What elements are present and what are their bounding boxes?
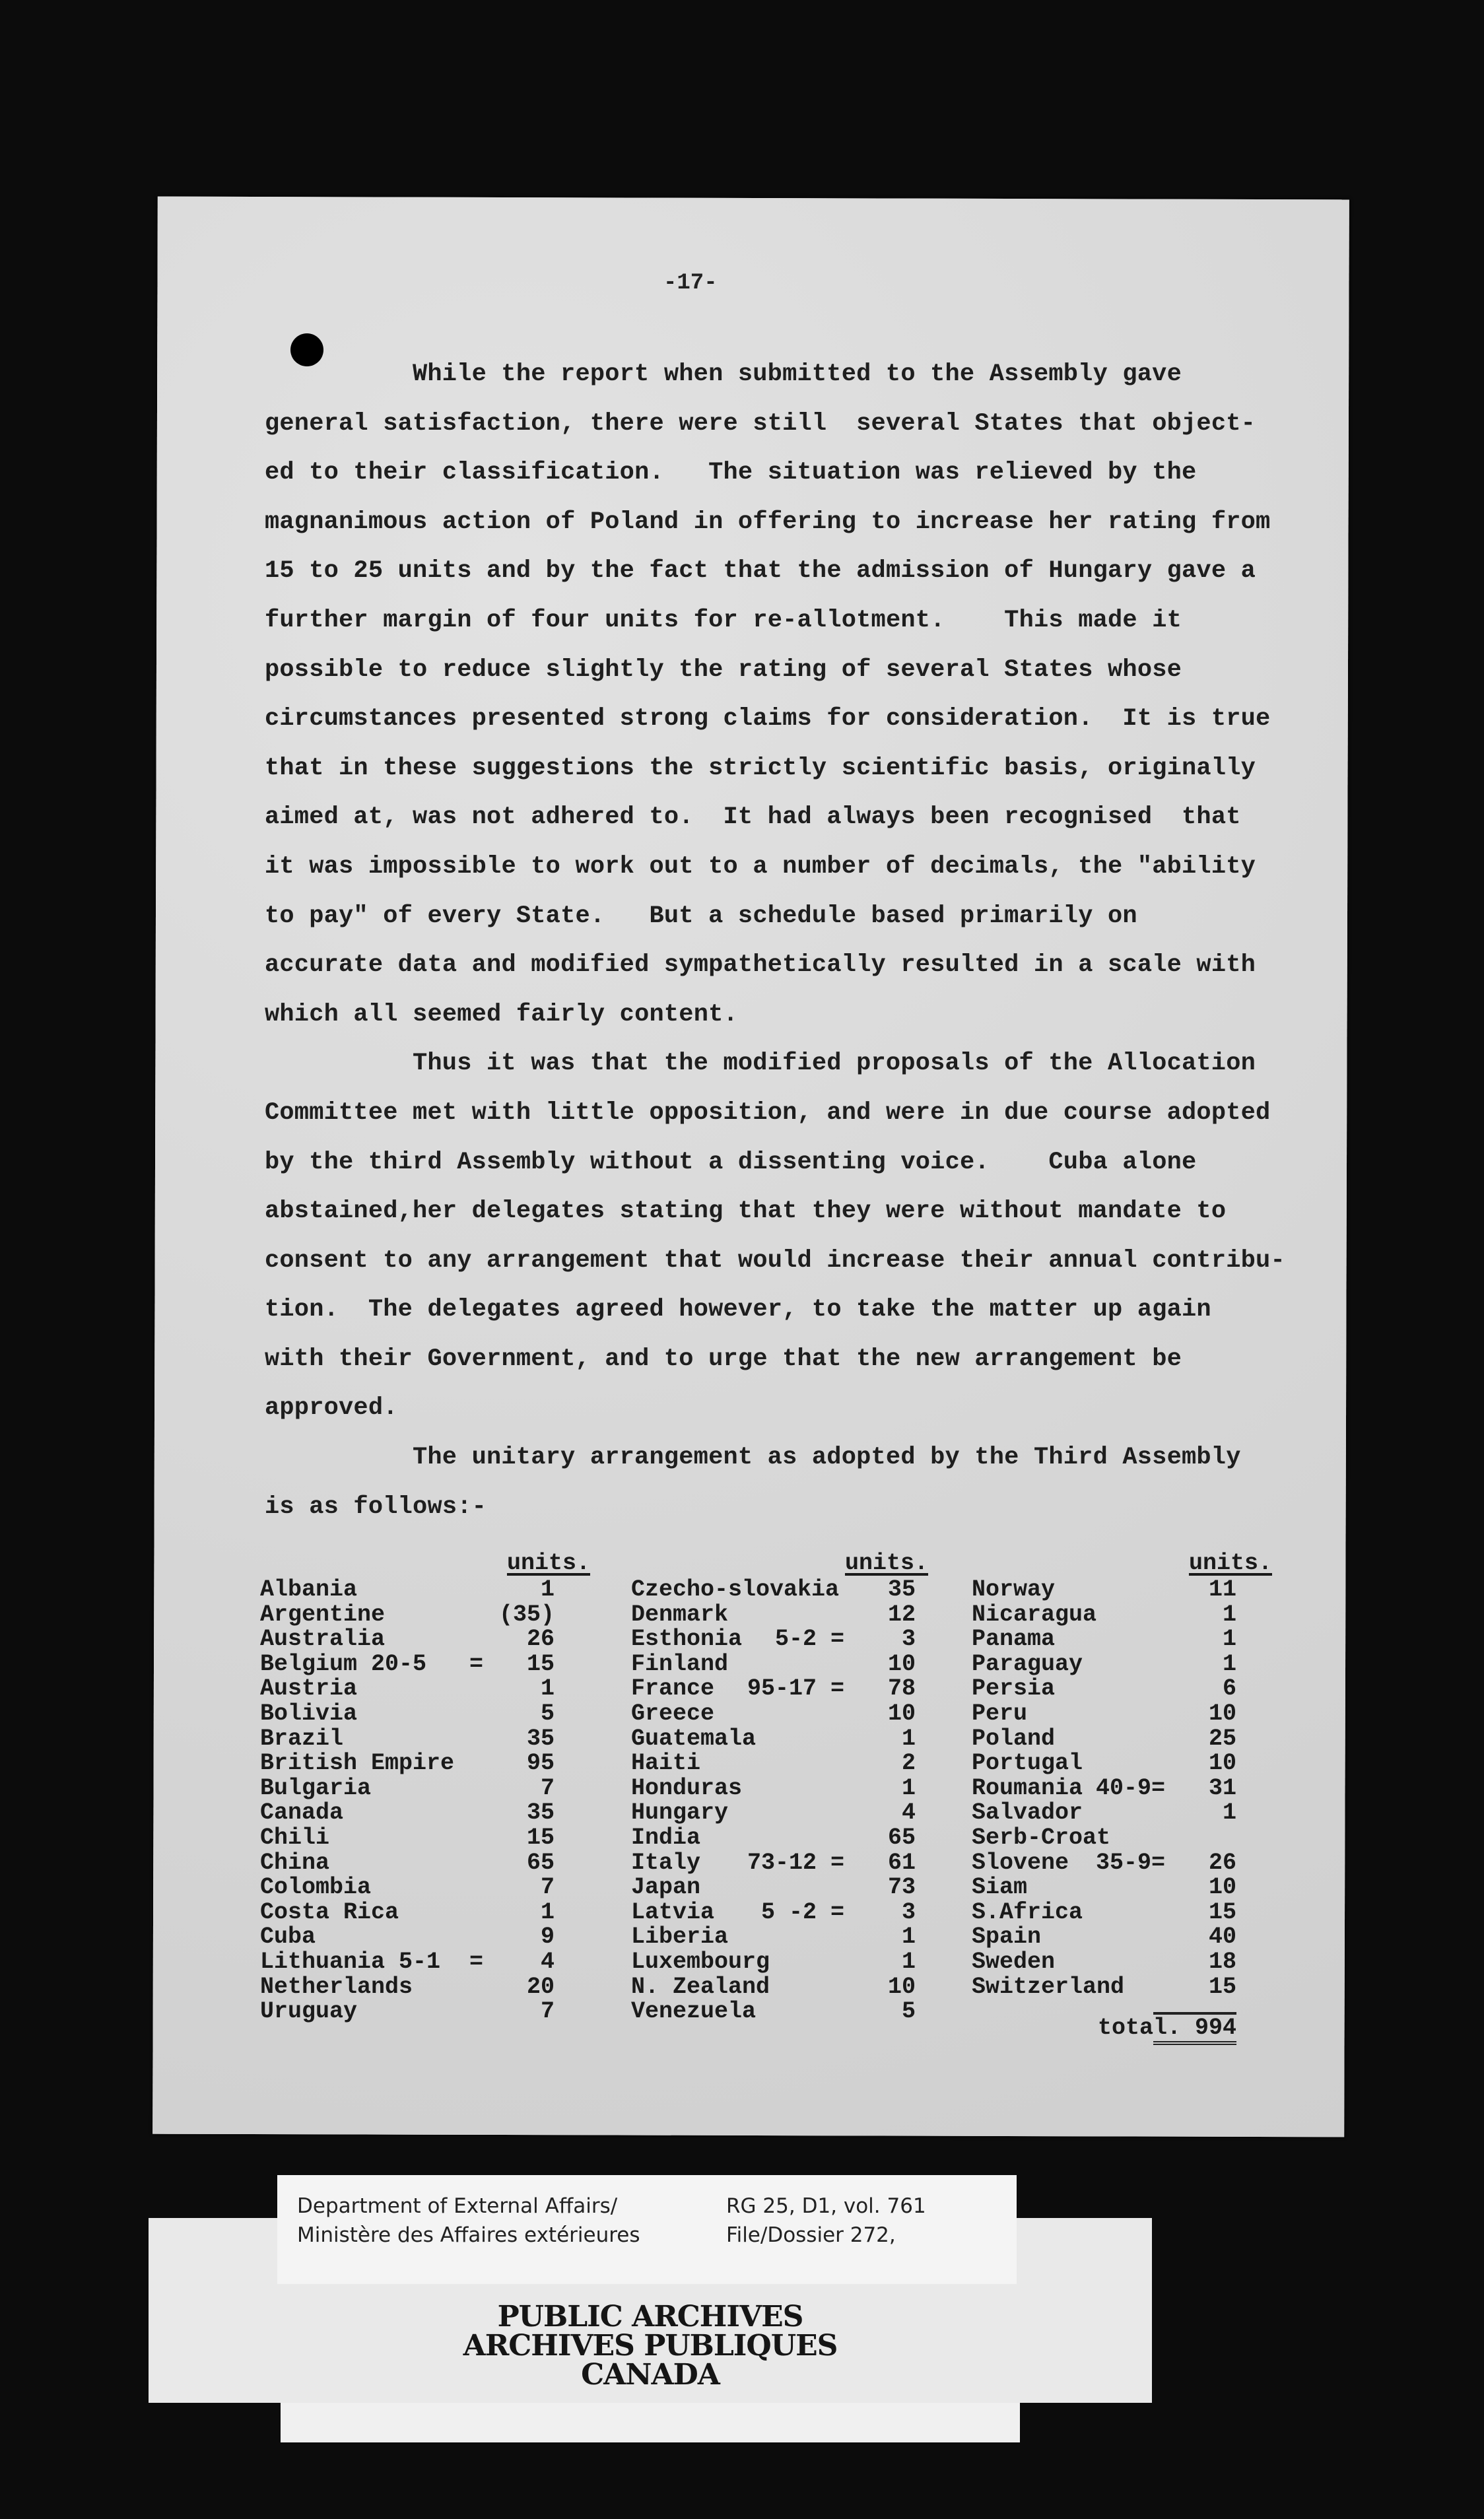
table-row [260,1727,555,1752]
units-value: 61 [887,1849,916,1876]
rating-calculation: 73-12 = [747,1849,844,1876]
rating-calculation [1165,1900,1177,1926]
country-name: Portugal [972,1750,1083,1777]
rating-calculation [1165,1950,1177,1975]
table-row [260,1975,555,2000]
units-value: 26 [1208,1849,1236,1876]
rating-calculation: 40-9= [1095,1774,1165,1801]
text-line: tion. The delegates agreed however, to take the matter up again [265,1296,1211,1324]
units-value: 31 [1208,1774,1236,1801]
rating-calculation [844,1975,856,2000]
units-value: 10 [1208,1750,1236,1777]
rating-calculation [1165,1751,1177,1776]
rating-calculation: 35-9= [1095,1849,1165,1876]
country-name: British Empire [260,1750,455,1777]
table-row [631,1677,916,1702]
table-row [631,1627,916,1652]
country-name: Serb-Croat [972,1824,1111,1851]
country-name: N. Zealand [631,1973,770,2000]
total-label: tota [1097,2015,1153,2041]
table-row [260,1677,555,1702]
units-value: 15 [526,1650,555,1677]
department-en: Department of External Affairs/ [297,2194,618,2218]
text-line: general satisfaction, there were still several States that object- [265,409,1256,438]
table-row [972,1578,1236,1603]
table-row [260,1627,555,1652]
units-value: 1 [540,1898,555,1926]
stamp-line-2: ARCHIVES PUBLIQUES [463,2329,838,2363]
archive-reference: RG 25, D1, vol. 761 [726,2194,926,2218]
units-value: 1 [901,1725,916,1752]
table-row [631,1826,916,1851]
text-line: magnanimous action of Poland in offering to increase her rating from [265,508,1271,536]
country-name: Esthonia [631,1626,743,1653]
rating-calculation [483,1751,495,1776]
units-value: 1 [901,1774,916,1801]
table-row [631,1702,916,1727]
table-row [260,1851,555,1876]
units-value: 2 [901,1750,916,1777]
country-name: Latvia [631,1898,715,1926]
country-name: Austria [260,1675,358,1702]
country-name: Czecho-slovakia [631,1576,840,1603]
units-value: 95 [526,1750,555,1777]
rating-calculation [844,1875,856,1900]
rating-calculation [1165,1826,1177,1851]
table-row [260,1826,555,1851]
text-line: it was impossible to work out to a number of decimals, the "ability [265,852,1256,881]
rating-calculation [1165,1975,1177,2000]
country-name: Lithuania 5-1 [260,1948,441,1975]
units-value: 73 [887,1874,916,1901]
units-column-2 [631,1551,928,2025]
rating-calculation [844,1578,856,1603]
units-value: 7 [540,1874,555,1901]
rating-calculation [1165,1875,1177,1900]
rating-calculation [483,1999,495,2025]
country-name: Spain [972,1924,1042,1951]
rating-calculation [844,1999,856,2025]
units-value: 1 [901,1948,916,1975]
units-value: 12 [887,1601,916,1628]
units-value: 1 [1222,1799,1236,1827]
country-name: Bulgaria [260,1774,372,1801]
units-header: units. [1188,1550,1272,1576]
rating-calculation [483,1826,495,1851]
country-name: Haiti [631,1750,701,1777]
country-name: Norway [972,1576,1056,1603]
rating-calculation: 95-17 = [747,1675,844,1702]
rating-calculation [844,1702,856,1727]
total-row [1083,2015,1236,2041]
rating-calculation [483,1627,495,1652]
units-value: 10 [887,1650,916,1677]
country-name: Finland [631,1650,729,1677]
text-line: by the third Assembly without a dissenting voice. Cuba alone [265,1148,1197,1176]
units-value: 10 [887,1700,916,1727]
rating-calculation: = [469,1948,483,1975]
table-row [972,1727,1236,1752]
rating-calculation [844,1652,856,1677]
rating-calculation [844,1751,856,1776]
table-row [631,1975,916,2000]
text-line: consent to any arrangement that would increase their annual contribu- [265,1246,1285,1275]
country-name: Switzerland [972,1973,1125,2000]
rating-calculation: = [469,1650,483,1677]
country-name: Hungary [631,1799,729,1827]
country-name: Guatemala [631,1725,757,1752]
text-line: possible to reduce slightly the rating of several States whose [265,655,1182,684]
country-name: Honduras [631,1774,743,1801]
table-row [260,1801,555,1826]
units-column-3 [972,1551,1272,1999]
units-value: 15 [1208,1898,1236,1926]
text-line: abstained,her delegates stating that they were without mandate to [265,1197,1227,1226]
table-row [260,1702,555,1727]
rating-calculation [483,1578,495,1603]
units-value: 35 [526,1725,555,1752]
text-line: 15 to 25 units and by the fact that the admission of Hungary gave a [265,557,1256,586]
table-row [260,1999,555,2025]
table-row [972,1677,1236,1702]
units-value: 10 [1208,1874,1236,1901]
table-row [631,1652,916,1677]
units-value: 10 [887,1973,916,2000]
department-fr: Ministère des Affaires extérieures [297,2223,640,2247]
units-value: 11 [1208,1576,1236,1603]
units-value: 3 [901,1898,916,1926]
text-line: approved. [265,1394,398,1423]
country-name: Belgium 20-5 [260,1650,427,1677]
table-row [972,1652,1236,1677]
country-name: Brazil [260,1725,344,1752]
rating-calculation [483,1975,495,2000]
rating-calculation [1165,1925,1177,1950]
rating-calculation [844,1727,856,1752]
rating-calculation [1165,1801,1177,1826]
units-header: units. [506,1550,590,1576]
stamp-line-1: PUBLIC ARCHIVES [497,2300,803,2334]
table-row [631,1900,916,1926]
units-value: 3 [901,1626,916,1653]
text-line: to pay" of every State. But a schedule based primarily on [265,902,1137,930]
rating-calculation [844,1925,856,1950]
units-value: 1 [901,1924,916,1951]
country-name: Australia [260,1626,386,1653]
table-row [631,1851,916,1876]
units-value: 1 [1222,1626,1236,1653]
country-name: Roumania [972,1774,1083,1801]
rating-calculation: 5 -2 = [760,1898,844,1926]
units-value: 35 [887,1576,916,1603]
table-row [260,1875,555,1900]
units-value: (35) [498,1601,555,1628]
country-name: Persia [972,1675,1056,1702]
country-name: Cuba [260,1924,316,1951]
units-value: 4 [540,1948,555,1975]
rating-calculation [483,1727,495,1752]
table-row [260,1776,555,1801]
rating-calculation [1165,1652,1177,1677]
country-name: Colombia [260,1874,372,1901]
text-line: aimed at, was not adhered to. It had always been recognised that [265,803,1241,832]
country-name: Paraguay [972,1650,1083,1677]
units-value: 7 [540,1998,555,2025]
table-row [631,1950,916,1975]
table-row [972,1702,1236,1727]
text-line: which all seemed fairly content. [265,1000,738,1028]
country-name: Slovene [972,1849,1069,1876]
country-name: Netherlands [260,1973,413,2000]
table-row [631,1875,916,1900]
table-row [972,1875,1236,1900]
rating-calculation [483,1677,495,1702]
rating-calculation [483,1851,495,1876]
country-name: Peru [972,1700,1028,1727]
units-value: 15 [526,1824,555,1851]
table-row [972,1603,1236,1628]
units-value: 4 [901,1799,916,1827]
rating-calculation [483,1900,495,1926]
rating-calculation [844,1603,856,1628]
country-name: Nicaragua [972,1601,1097,1628]
country-name: Salvador [972,1799,1083,1827]
country-name: Chili [260,1824,330,1851]
table-row [972,1925,1236,1950]
table-row [972,1627,1236,1652]
table-row [260,1900,555,1926]
table-row [972,1975,1236,2000]
text-line: further margin of four units for re-allotment. This made it [265,606,1182,634]
units-value: 25 [1208,1725,1236,1752]
units-value: 18 [1208,1948,1236,1975]
units-column-1 [260,1551,590,2025]
table-row [972,1801,1236,1826]
table-row [972,1900,1236,1926]
rating-calculation [483,1702,495,1727]
table-row [972,1751,1236,1776]
table-row [972,1826,1236,1851]
country-name: Uruguay [260,1998,358,2025]
units-value: 20 [526,1973,555,2000]
text-line: While the report when submitted to the Assembly gave [413,360,1182,388]
text-line: with their Government, and to urge that the new arrangement be [265,1345,1182,1373]
rating-calculation [483,1875,495,1900]
units-value: 1 [540,1576,555,1603]
country-name: Liberia [631,1924,729,1951]
table-row [972,1776,1236,1801]
rating-calculation [1165,1677,1177,1702]
units-value: 5 [901,1998,916,2025]
country-name: Bolivia [260,1700,358,1727]
country-name: Denmark [631,1601,729,1628]
country-name: Greece [631,1700,715,1727]
page-number: -17- [663,271,718,296]
units-value: 65 [887,1824,916,1851]
country-name: Sweden [972,1948,1056,1975]
units-value [1177,1826,1236,1851]
units-value: 9 [540,1924,555,1951]
rating-calculation [483,1603,495,1628]
units-value: 10 [1208,1700,1236,1727]
country-name: Luxembourg [631,1948,770,1975]
country-name: Albania [260,1576,358,1603]
archive-file: File/Dossier 272, [726,2223,896,2247]
table-row [631,1751,916,1776]
country-name: Poland [972,1725,1056,1752]
country-name: Siam [972,1874,1028,1901]
country-name: Costa Rica [260,1898,399,1926]
units-value: 78 [887,1675,916,1702]
text-line: that in these suggestions the strictly scientific basis, originally [265,754,1256,782]
body-text [265,350,1295,1531]
units-value: 15 [1208,1973,1236,2000]
table-row [260,1950,555,1975]
country-name: Italy [631,1849,701,1876]
text-line: circumstances presented strong claims for consideration. It is true [265,705,1271,733]
rating-calculation [1165,1603,1177,1628]
table-row [260,1603,555,1628]
total-value: l. 994 [1153,2012,1236,2045]
country-name: China [260,1849,330,1876]
rating-calculation [844,1950,856,1975]
text-line: The unitary arrangement as adopted by the Third Assembly [413,1444,1241,1472]
units-value: 35 [526,1799,555,1827]
rating-calculation [1165,1727,1177,1752]
units-value: 6 [1222,1675,1236,1702]
archive-label [277,2175,1017,2284]
rating-calculation [483,1776,495,1801]
table-row [631,1999,916,2025]
text-line: ed to their classification. The situation was relieved by the [265,459,1197,487]
table-row [631,1925,916,1950]
rating-calculation [844,1776,856,1801]
table-row [631,1776,916,1801]
units-value: 1 [1222,1601,1236,1628]
units-value: 5 [540,1700,555,1727]
units-value: 40 [1208,1924,1236,1951]
text-line: Thus it was that the modified proposals of the Allocation [413,1050,1256,1078]
rating-calculation [1165,1627,1177,1652]
country-name: India [631,1824,701,1851]
units-value: 1 [1222,1650,1236,1677]
bottom-strip [281,2403,1020,2442]
text-line: is as follows:- [265,1493,487,1521]
text-line: Committee met with little opposition, and were in due course adopted [265,1098,1271,1127]
rating-calculation [844,1826,856,1851]
country-name: France [631,1675,715,1702]
country-name: Japan [631,1874,701,1901]
table-row [631,1727,916,1752]
units-value: 7 [540,1774,555,1801]
units-value: 1 [540,1675,555,1702]
table-row [972,1950,1236,1975]
units-value: 26 [526,1626,555,1653]
rating-calculation: 5-2 = [774,1626,844,1653]
table-row [260,1652,555,1677]
country-name: S.Africa [972,1898,1083,1926]
table-row [631,1578,916,1603]
rating-calculation [1165,1578,1177,1603]
table-row [972,1851,1236,1876]
country-name: Canada [260,1799,344,1827]
country-name: Argentine [260,1601,386,1628]
stamp-line-3: CANADA [581,2358,720,2392]
country-name: Venezuela [631,1998,757,2025]
units-header: units. [844,1550,928,1576]
table-row [260,1578,555,1603]
units-value: 65 [526,1849,555,1876]
rating-calculation [483,1925,495,1950]
table-row [260,1751,555,1776]
table-row [260,1925,555,1950]
archive-stamp [149,2302,1152,2390]
rating-calculation [483,1801,495,1826]
country-name: Panama [972,1626,1056,1653]
table-row [631,1801,916,1826]
table-row [631,1603,916,1628]
rating-calculation [1165,1702,1177,1727]
text-line: accurate data and modified sympathetically resulted in a scale with [265,951,1256,980]
rating-calculation [844,1801,856,1826]
